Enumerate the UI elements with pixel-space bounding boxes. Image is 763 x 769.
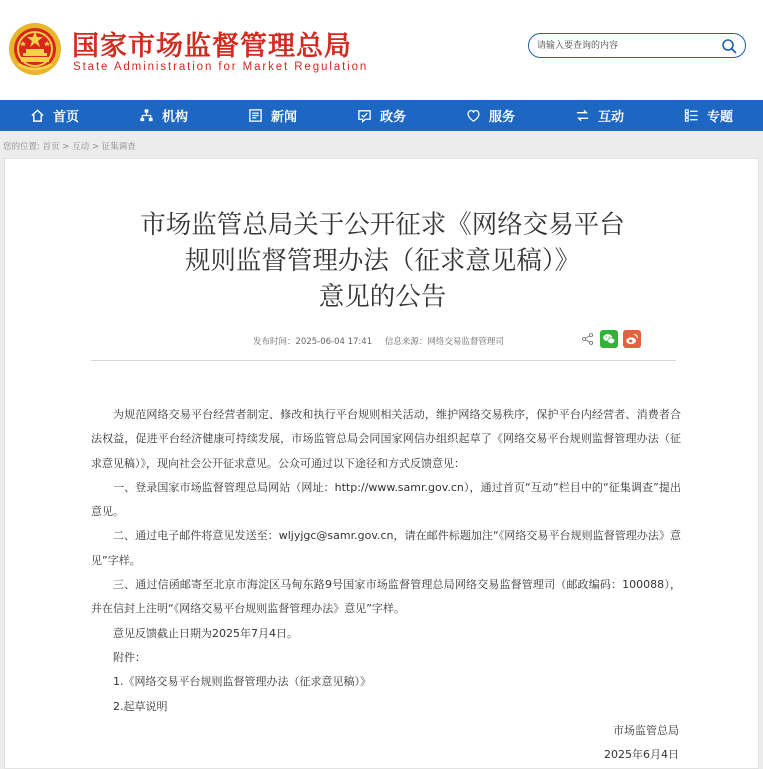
attachment-link[interactable]: 1.《网络交易平台规则监督管理办法（征求意见稿）》 bbox=[113, 675, 371, 689]
article-paragraph: 二、通过电子邮件将意见发送至：wljyjgc@samr.gov.cn，请在邮件标题加注“《网络交易平台规则监督管理办法》意见”字样。 bbox=[91, 529, 681, 567]
weibo-glyph-icon bbox=[624, 331, 640, 347]
share-icon[interactable] bbox=[581, 332, 595, 346]
article-signature: 市场监管总局 bbox=[613, 723, 679, 737]
article-meta bbox=[253, 335, 514, 347]
nav-item-interact[interactable] bbox=[545, 100, 654, 131]
nav-item-topic[interactable] bbox=[654, 100, 763, 131]
article-paragraph: 三、通过信函邮寄至北京市海淀区马甸东路9号国家市场监督管理总局网络交易监督管理司（邮政编码：100088），并在信封上注明“《网络交易平台规则监督管理办法》意见”字样。 bbox=[91, 578, 681, 616]
topic-icon bbox=[684, 108, 699, 123]
search-icon[interactable] bbox=[721, 38, 737, 54]
nav-item-label: 互动 bbox=[597, 110, 624, 125]
article-paragraph: 为规范网络交易平台经营者制定、修改和执行平台规则相关活动，维护网络交易秩序，保护平台内经营者、消费者合法权益，促进平台经济健康可持续发展，市场监管总局会同国家网信办组织起草了《网络交易平台规则监督管理办法（征求意见稿）》，现向社会公开征求意见。公众可通过以下途径和方式反馈意见： bbox=[91, 408, 681, 470]
article-body bbox=[91, 403, 681, 767]
nav-item-label: 服务 bbox=[488, 110, 515, 125]
home-icon bbox=[30, 108, 45, 123]
government-icon bbox=[357, 108, 372, 123]
article-title-line: 规则监督管理办法（征求意见稿）》 bbox=[184, 246, 581, 276]
nav-item-government[interactable] bbox=[327, 100, 436, 131]
article-paragraph: 意见反馈截止日期为2025年7月4日。 bbox=[113, 626, 298, 640]
article-paragraph: 一、登录国家市场监督管理总局网站（网址：http://www.samr.gov.cn），通过首页“互动”栏目中的“征集调查”提出意见。 bbox=[91, 480, 681, 519]
news-icon bbox=[248, 108, 263, 123]
breadcrumb-prefix: 您的位置: bbox=[3, 142, 40, 152]
article-container bbox=[4, 158, 759, 769]
nav-item-label: 专题 bbox=[706, 110, 733, 125]
site-header bbox=[0, 0, 763, 100]
article-title bbox=[5, 207, 760, 315]
nav-item-label: 机构 bbox=[161, 110, 188, 125]
info-source: 信息来源：网络交易监督管理司 bbox=[384, 337, 504, 347]
breadcrumb bbox=[3, 140, 136, 152]
breadcrumb-home[interactable]: 首页 bbox=[42, 142, 60, 152]
breadcrumb-survey[interactable]: 征集调查 bbox=[101, 142, 136, 152]
article-title-line: 意见的公告 bbox=[318, 282, 447, 312]
nav-item-news[interactable] bbox=[218, 100, 327, 131]
search-input[interactable] bbox=[537, 37, 717, 54]
nav-item-label: 首页 bbox=[52, 110, 79, 125]
attachment-label: 附件： bbox=[113, 650, 146, 664]
interact-icon bbox=[575, 108, 590, 123]
nav-item-org[interactable] bbox=[109, 100, 218, 131]
service-icon bbox=[466, 108, 481, 123]
site-title[interactable]: 国家市场监督管理总局 bbox=[72, 31, 352, 62]
nav-item-label: 政务 bbox=[379, 110, 406, 125]
site-subtitle-en: State Administration for Market Regulation bbox=[73, 61, 369, 73]
article-date: 2025年6月4日 bbox=[604, 748, 679, 762]
weibo-icon[interactable] bbox=[623, 330, 641, 348]
publish-time: 发布时间：2025-06-04 17:41 bbox=[253, 337, 373, 347]
nav-item-label: 新闻 bbox=[270, 110, 297, 125]
article-title-line: 市场监管总局关于公开征求《网络交易平台 bbox=[140, 210, 625, 240]
main-nav bbox=[0, 100, 763, 131]
breadcrumb-separator: > bbox=[89, 142, 102, 152]
title-divider bbox=[91, 360, 676, 361]
breadcrumb-interact[interactable]: 互动 bbox=[72, 142, 90, 152]
national-emblem-icon[interactable] bbox=[8, 22, 62, 76]
search-box bbox=[528, 33, 746, 58]
nav-item-service[interactable] bbox=[436, 100, 545, 131]
share-bar bbox=[581, 330, 641, 348]
wechat-icon[interactable] bbox=[600, 330, 618, 348]
attachment-link[interactable]: 2.起草说明 bbox=[113, 699, 168, 713]
nav-item-home[interactable] bbox=[0, 100, 109, 131]
breadcrumb-separator: > bbox=[59, 142, 73, 152]
wechat-glyph-icon bbox=[601, 331, 617, 347]
org-icon bbox=[139, 108, 154, 123]
